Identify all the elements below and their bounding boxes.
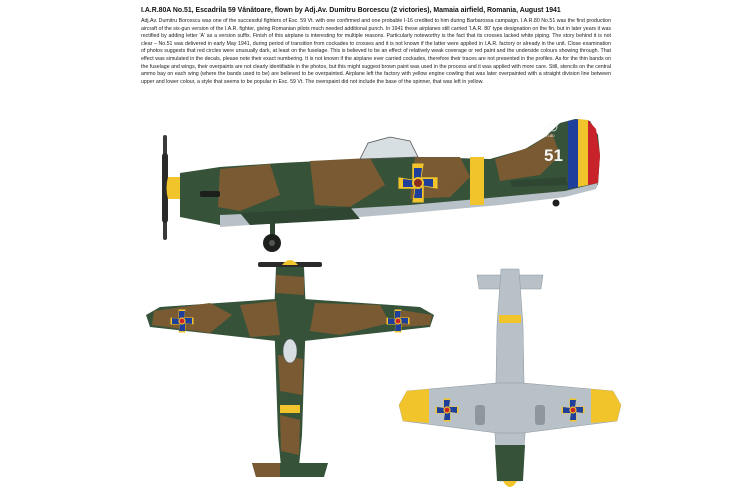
spinner-side — [167, 177, 183, 199]
gear-bay-left — [475, 405, 485, 425]
wing-bottom — [399, 383, 621, 433]
wingtip-yellow-right — [591, 389, 621, 423]
camo-brown-fuselage-aft — [280, 415, 300, 455]
fin-designation: I.A.R.80 — [540, 133, 555, 138]
gear-bay-right — [535, 405, 545, 425]
camo-brown-fuselage-top — [276, 275, 304, 295]
document-description: Adj.Av. Dumitru Borcescu was one of the successful fighters of Esc. 59 Vt. with one confirmed and one probable I-16 credited to him during Barbarossa campaign. I.A.R.80 No.51 was the first production aircraft of the six-gun version of the I.A.R. fighter, giving Romanian pilots much needed additional punch. In 1941 these airplanes still carried 'I.A.R. 80' type designation on the fin, but in later years it was rectified by adding letter 'A' as a version suffix. Finish of this airplane is interesting for multiple reasons. Particularly noteworthy is the fact that its crosses lacked white piping. The story behind it is not clear – No.51 was delivered in early May 1941, during period of transition from cockades to crosses and it is not known if the latter were applied in I.A.R. factory or already in the unit. Close examination of photos suggests that red circles were unusually dark, at least on the fuselage. This is believed to be an effect of relatively weak coverage or red paint and the underside colours showing through. That effect was simulated in the decals, please note their exact numbering. It is not known if the airplane ever carried cockades, therefore their traces are not presented in the profiles. As for the thin bands on the fuselage and wings, their overpaints are not clearly identifiable in the photos, but this might suggest brown paint was used in the process and it was applied with more care. Still, stencils on the central ammo bay on each wing (where the bands used to be) are believed to be overpainted. Airplane left the factory with yellow engine cowling that was later overpainted with a straight division line between upper and lower colour, a style that seems to be popular in Esc. 59 Vt. The overspaint did not include the base of the spinner, that was left in yellow. — [141, 18, 611, 85]
canopy-top — [283, 339, 297, 363]
tail-wheel-side — [553, 200, 560, 207]
spinner-bottom — [503, 481, 517, 487]
fuselage-yellow-band-bottom — [499, 315, 521, 323]
fin-tricolour — [568, 119, 600, 189]
document-title: I.A.R.80A No.51, Escadrila 59 Vânătoare, flown by Adj.Av. Dumitru Borcescu (2 victories), Mamaia airfield, Romania, August 1941 — [141, 7, 561, 14]
side-profile-view — [160, 115, 620, 255]
exhaust-side — [200, 191, 220, 197]
tactical-number: 51 — [544, 146, 563, 165]
wingtip-yellow-left — [399, 389, 429, 423]
canopy-side — [360, 137, 418, 159]
spinner-top — [282, 260, 298, 265]
fuselage-yellow-band — [470, 157, 484, 205]
bottom-view — [395, 255, 625, 495]
fin-emblem-number: 2 — [551, 125, 555, 130]
cowling-bottom — [495, 445, 525, 481]
fuselage-yellow-band-top — [280, 405, 300, 413]
camo-brown-tailplane — [252, 463, 280, 477]
